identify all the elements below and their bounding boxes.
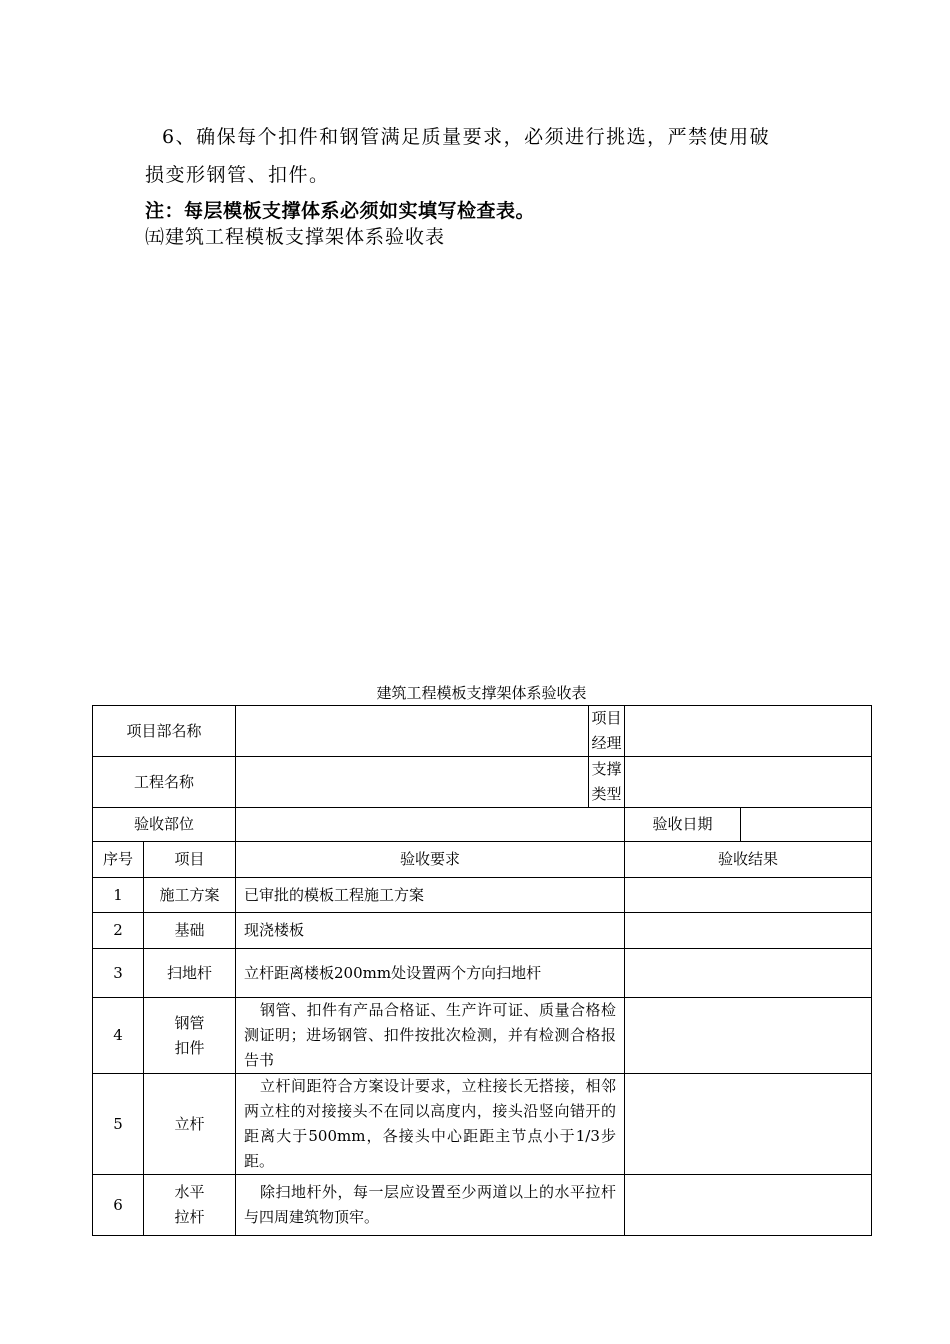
table-row <box>93 998 872 1074</box>
acceptance-part-label: 验收部位 <box>93 808 236 842</box>
row-item: 立杆 <box>144 1074 236 1175</box>
row-requirement-text: 立杆间距符合方案设计要求，立柱接长无搭接，相邻两立柱的对接接头不在同以高度内，接头沿竖向错开的距离大于500mm，各接头中心距距主节点小于1/3步距。 <box>244 1077 617 1170</box>
row-result[interactable] <box>625 1074 872 1175</box>
acceptance-part-value[interactable] <box>236 808 625 842</box>
table-row <box>93 913 872 949</box>
acceptance-date-value[interactable] <box>741 808 872 842</box>
header-row-2 <box>93 757 872 808</box>
row-no: 2 <box>93 913 144 949</box>
row-requirement <box>236 1175 625 1236</box>
row-requirement: 现浇楼板 <box>236 913 625 949</box>
support-type-value[interactable] <box>625 757 872 808</box>
row-result[interactable] <box>625 1175 872 1236</box>
row-requirement-text: 除扫地杆外，每一层应设置至少两道以上的水平拉杆与四周建筑物顶牢。 <box>244 1183 617 1226</box>
row-item: 施工方案 <box>144 878 236 913</box>
note-text: 注：每层模板支撑体系必须如实填写检查表。 <box>145 200 536 222</box>
header-row-3 <box>93 808 872 842</box>
table-title: 建筑工程模板支撑架体系验收表 <box>376 684 587 702</box>
row-requirement <box>236 998 625 1074</box>
project-manager-label: 项目经理 <box>589 706 625 757</box>
item-6-line-1: 6、确保每个扣件和钢管满足质量要求，必须进行挑选，严禁使用破 <box>162 126 771 148</box>
support-type-label: 支撑类型 <box>589 757 625 808</box>
col-header-result: 验收结果 <box>625 842 872 878</box>
row-no: 4 <box>93 998 144 1074</box>
row-requirement-text: 钢管、扣件有产品合格证、生产许可证、质量合格检测证明；进场钢管、扣件按批次检测，并有检测合格报告书 <box>244 1001 617 1069</box>
column-header-row <box>93 842 872 878</box>
project-dept-value[interactable] <box>236 706 589 757</box>
row-requirement <box>236 1074 625 1175</box>
row-item-line-1: 钢管 <box>174 1013 205 1032</box>
project-name-label: 工程名称 <box>93 757 236 808</box>
table-row <box>93 878 872 913</box>
row-result[interactable] <box>625 949 872 998</box>
project-manager-value[interactable] <box>625 706 872 757</box>
project-dept-label: 项目部名称 <box>93 706 236 757</box>
row-no: 3 <box>93 949 144 998</box>
table-row <box>93 1175 872 1236</box>
row-item <box>144 998 236 1074</box>
project-name-value[interactable] <box>236 757 589 808</box>
row-requirement: 已审批的模板工程施工方案 <box>236 878 625 913</box>
row-no: 1 <box>93 878 144 913</box>
col-header-no: 序号 <box>93 842 144 878</box>
table-row <box>93 1074 872 1175</box>
row-requirement: 立杆距离楼板200mm处设置两个方向扫地杆 <box>236 949 625 998</box>
acceptance-date-label: 验收日期 <box>625 808 741 842</box>
row-item: 扫地杆 <box>144 949 236 998</box>
row-item <box>144 1175 236 1236</box>
row-result[interactable] <box>625 878 872 913</box>
row-no: 5 <box>93 1074 144 1175</box>
row-item-line-2: 拉杆 <box>174 1208 205 1226</box>
col-header-item: 项目 <box>144 842 236 878</box>
row-result[interactable] <box>625 913 872 949</box>
item-6-line-2: 损变形钢管、扣件。 <box>145 164 330 186</box>
row-item-line-2: 扣件 <box>174 1038 205 1057</box>
row-item: 基础 <box>144 913 236 949</box>
section-heading: ㈤建筑工程模板支撑架体系验收表 <box>145 226 446 248</box>
col-header-requirement: 验收要求 <box>236 842 625 878</box>
header-row-1 <box>93 706 872 757</box>
table-row <box>93 949 872 998</box>
item-6-paragraph <box>145 118 825 194</box>
acceptance-table <box>92 705 872 1236</box>
row-item-line-1: 水平 <box>174 1183 205 1201</box>
row-no: 6 <box>93 1175 144 1236</box>
row-result[interactable] <box>625 998 872 1074</box>
